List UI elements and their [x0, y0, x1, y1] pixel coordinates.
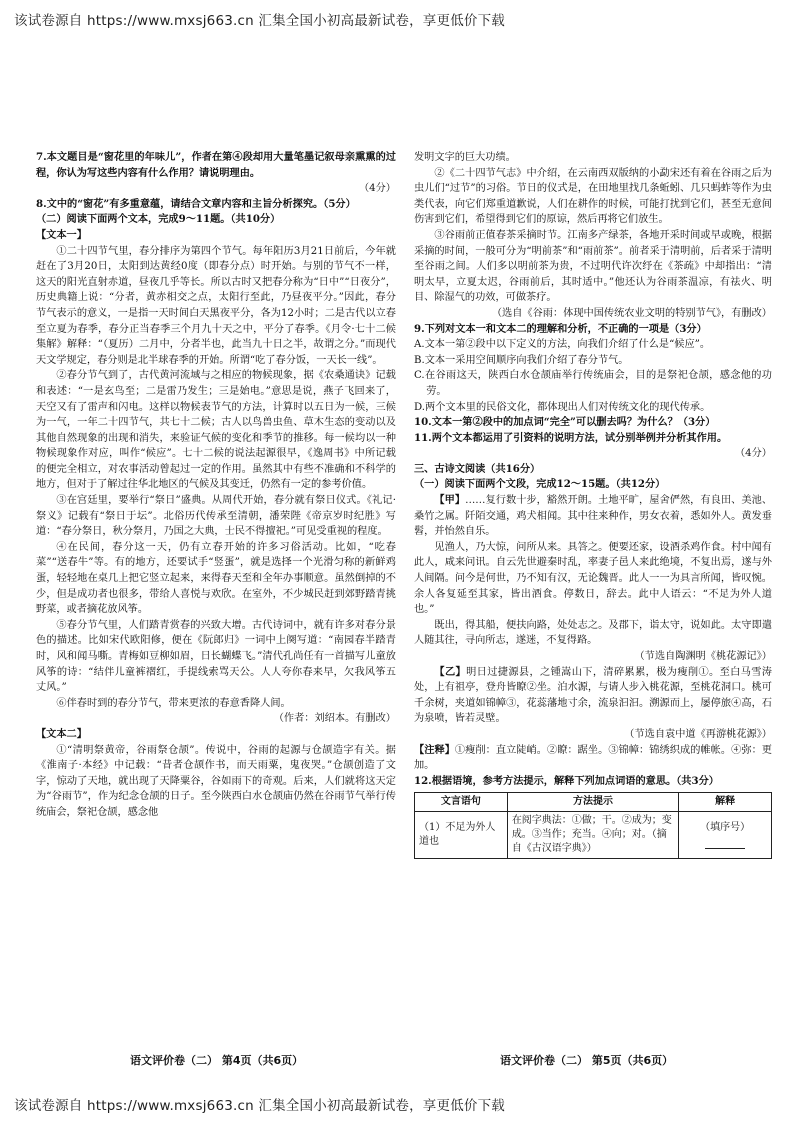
- source-banner-top: 该试卷源自 https://www.mxsj663.cn 汇集全国小初高最新试卷，享更低价下载: [14, 13, 506, 29]
- table-row: [415, 812, 772, 859]
- text-1-paragraph-2: ②春分节气到了，古代黄河流域与之相应的物候现象，据《农桑通诀》记载和表述：“一是玄鸟至；二是雷乃发生；三是始电。”意思是说，燕子飞回来了，天空又有了雷声和闪电。这样以物候表节气的方法，计算时以五日为一候，三候为一气，一年二十四节气，共七十二候；古人以鸟兽虫鱼、草木生态的变动以及其他自然现象的出现和消失，来验证气候的变化和季节的推移。每一候均以一种物候现象作对应，叫作“候应”。七十二候的说法起源很早，《逸周书》中所记载的便完全相立，对农事活动曾起过一定的作用。虽然其中有些不准确和不科学的地方，但对于了解过往华北地区的气候及其变迁，仍然有一定的参考价值。: [36, 370, 396, 491]
- page-footer-right: 语文评价卷（二） 第5页（共6页）: [500, 1054, 674, 1067]
- section-2-heading: （二）阅读下面两个文本，完成9～11题。（共10分）: [36, 213, 281, 226]
- question-11: 11.两个文本都运用了引资料的说明方法，试分别举例并分析其作用。: [414, 431, 728, 444]
- text-1-paragraph-3: ③在宫廷里，要举行“祭日”盛典。从周代开始，春分就有祭日仪式。《礼记·祭义》记载有“祭日于坛”。北俗历代传承至清朝，潘荣陛《帝京岁时纪胜》写道：“春分祭日，秋分祭月，乃国之大典，士民不得擅祀。”可见受重视的程度。: [36, 495, 396, 538]
- passage-jia-citation: （节选自陶渊明《桃花源记》）: [634, 651, 772, 662]
- text-2-citation: （选自《谷雨：体现中国传统农业文明的特别节气》，有删改）: [491, 307, 772, 319]
- table-header-hint: 方法提示: [507, 793, 678, 812]
- text-1-paragraph-6: ⑥伴春时到的春分节气，带来更浓的春意香降人间。: [56, 697, 291, 709]
- right-column: [414, 150, 772, 859]
- left-column: [36, 150, 396, 821]
- answer-blank[interactable]: [705, 838, 745, 849]
- vocabulary-table: [414, 792, 772, 859]
- text-1-label: 【文本一】: [36, 228, 87, 241]
- table-cell-sentence: （1）不足为外人道也: [415, 812, 508, 859]
- answer-hint: （填序号）: [700, 822, 751, 834]
- notes-text: ①瘦削：直立陡峭。②瞭：踞坐。③锦幛：锦绣织成的帷帐。④弥：更加。: [414, 744, 772, 772]
- text-2-paragraph-2: ②《二十四节气志》中介绍，在云南西双版纳的小勐宋还有着在谷雨之后为虫儿们“过节”的习俗。节日的仪式是，在田地里找几条蚯蚓、几只蚂蚱等作为虫类代表，向它们郑重道歉说，人们在耕作的时候，可能打扰到它们，甚至无意间伤害到它们，希望得到它们的原谅，然后再将它们放生。: [414, 167, 772, 226]
- question-7: 7.本文题目是“窗花里的年味儿”，作者在第④段却用大量笔墨记叙母亲熏熏的过程，你认为写这些内容有什么作用？请说明理由。: [36, 151, 396, 179]
- passage-jia-paragraph-1: ……复行数十步，豁然开朗。土地平旷，屋舍俨然，有良田、美池、桑竹之属。阡陌交通，鸡犬相闻。其中往来种作，男女衣着，悉如外人。黄发垂髫，并怡然自乐。: [414, 495, 773, 538]
- source-banner-bottom: 该试卷源自 https://www.mxsj663.cn 汇集全国小初高最新试卷，享更低价下载: [14, 1098, 506, 1114]
- question-11-score: （4分）: [734, 448, 772, 460]
- table-cell-answer: [679, 812, 772, 859]
- text-2-paragraph-1-continued: 发明文字的巨大功绩。: [414, 152, 516, 163]
- text-1-citation: （作者：刘绍本。有删改）: [273, 713, 396, 725]
- table-header-answer: 解释: [679, 793, 772, 812]
- passage-jia-paragraph-3: 既出，得其船，便扶向路，处处志之。及郡下，诣太守，说如此。太守即遣人随其往，寻向所志，遂迷，不复得路。: [414, 619, 772, 647]
- page-footer-left: 语文评价卷（二） 第4页（共6页）: [130, 1054, 304, 1067]
- text-1-paragraph-5: ⑤春分节气里，人们踏青赏春的兴致大增。古代诗词中，就有许多对春分景色的描述。比如宋代欧阳修，便在《阮郎归》一词中上阕写道：“南园春半踏青时，风和闻马嘶。青梅如豆柳如眉，日长蝴蝶飞。”清代孔尚任有一首描写儿童放风筝的诗：“结伴儿童裤褶红，手提线索骂天公。人人夸你春来早，欠我风筝五丈风。”: [36, 619, 396, 694]
- passage-yi-label: 【乙】: [434, 665, 467, 678]
- notes-label: 【注释】: [414, 743, 455, 756]
- question-7-score: （4分）: [358, 183, 396, 195]
- question-12: 12.根据语境，参考方法提示，解释下列加点词语的意思。（共3分）: [414, 774, 719, 787]
- text-2-paragraph-3: ③谷雨前正值春茶采摘时节。江南多产绿茶，各地开采时间或早或晚，根据采摘的时间，一般可分为“明前茶”和“雨前茶”。前者采于清明前，后者采于清明至谷雨之间。人们多以明前茶为贵，不过明代许次纾在《茶疏》中却指出：“清明太早，立夏太迟，谷雨前后，其时适中。”他还认为谷雨茶温凉，有祛火、明目、除湿气的功效，可做茶疗。: [414, 229, 772, 304]
- question-10: 10.文本一第②段中的加点词“完全”可以删去吗？为什么？（3分）: [414, 416, 716, 429]
- table-cell-hint: 在阅字典法：①做；干。②成为；变成。③当作；充当。④向；对。（摘自《古汉语字典》）: [507, 812, 678, 859]
- passage-yi-citation: （节选自袁中道《再游桃花源》）: [624, 728, 772, 740]
- question-9-option-c: C.在谷雨这天，陕西白水仓颉庙举行传统庙会，目的是祭祀仓颉，感念他的功劳。: [414, 370, 772, 397]
- section-3-1-heading: （一）阅读下面两个文段，完成12～15题。（共12分）: [414, 478, 666, 491]
- question-9-option-a: A.文本一第②段中以下定义的方法，向我们介绍了什么是“候应”。: [414, 339, 711, 351]
- passage-jia-paragraph-2: 见渔人，乃大惊，问所从来。具答之。便要还家，设酒杀鸡作食。村中闻有此人，咸来问讯。自云先世避秦时乱，率妻子邑人来此绝境，不复出焉，遂与外人间隔。问今是何世，乃不知有汉，无论魏晋。此人一一为具言所闻，皆叹惋。余人各复延至其家，皆出酒食。停数日，辞去。此中人语云：“不足为外人道也。”: [414, 541, 772, 616]
- text-1-paragraph-1: ①二十四节气里，春分排序为第四个节气。每年阳历3月21日前后，今年就赶在了3月20日，太阳到达黄经0度（即春分点）时开始。与别的节气不一样，这天的阳光直射赤道，昼夜几乎等长。所以古时又把春分称为“日中”“日夜分”，历史典籍上说：“分者，黄赤相交之点，太阳行至此，乃昼夜平分。”因此，春分节气表示的意义，一是指一天时间白天黑夜平分，各为12小时；二是古代以立春至立夏为春季，春分正当春季三个月九十天之中，平分了春季。《月令·七十二候集解》解释：“（夏历）二月中，分者半也，此当九十日之半，故谓之分。”而现代天文学规定，春分则是北半球春季的开始。所谓“吃了春分饭，一天长一线”。: [36, 245, 396, 366]
- text-2-label: 【文本二】: [36, 727, 87, 740]
- text-2-paragraph-1: ①“清明祭黄帝，谷雨祭仓颉”。传说中，谷雨的起源与仓颉造字有关。据《淮南子·本经》中记载：“昔者仓颉作书，而天雨粟，鬼夜哭。”仓颉创造了文字，惊动了天地，就出现了天降粟谷，谷如雨下的奇观。后来，人们就将这天定为“谷雨节”，作为纪念仓颉的日子。至今陕西白水仓颉庙仍然在谷雨节气举行传统庙会，祭祀仓颉，感念他: [36, 744, 396, 818]
- section-3-heading: 三、古诗文阅读（共16分）: [414, 462, 541, 475]
- table-header-sentence: 文言语句: [415, 793, 508, 812]
- passage-yi-paragraph-1: 明日过捷源县，之锺嵩山下，清碎累累，极为瘦削①。至白马雪涛处，上有祖亭，登舟皆瞭②坐。泊水源，与请人步入桃花源，至桃花洞口。桃可千余树，夹道如锦幛③，花蕊藩地寸余，流泉汩汩。溯源而上，屡停旅④高，石为泉喷，皆若灵壁。: [414, 666, 772, 725]
- table-header-row: [415, 793, 772, 812]
- question-9: 9.下列对文本一和文本二的理解和分析，不正确的一项是（3分）: [414, 322, 707, 335]
- question-8: 8.文中的“窗花”有多重意蕴，请结合文章内容和主旨分析探究。（5分）: [36, 197, 356, 210]
- passage-jia-label: 【甲】: [434, 494, 466, 507]
- text-1-paragraph-4: ④在民间，春分这一天，仍有立春开始的许多习俗活动。比如，“吃春菜”“送春牛”等。有的地方，还要试手“竖蛋”，就是选择一个光滑匀称的新鲜鸡蛋，轻轻地在桌几上把它竖立起来，来得春天至和全年办事顺意。虽然倒掉的不少，但是成功者也很多，带给人喜悦与欢欣。在室外，不少城民赶到郊野踏青挑野菜，或者摘花放风筝。: [36, 541, 396, 616]
- question-9-option-b: B.文本一采用空间顺序向我们介绍了春分节气。: [414, 354, 629, 366]
- question-9-option-d: D.两个文本里的民俗文化，都体现出人们对传统文化的现代传承。: [414, 401, 711, 413]
